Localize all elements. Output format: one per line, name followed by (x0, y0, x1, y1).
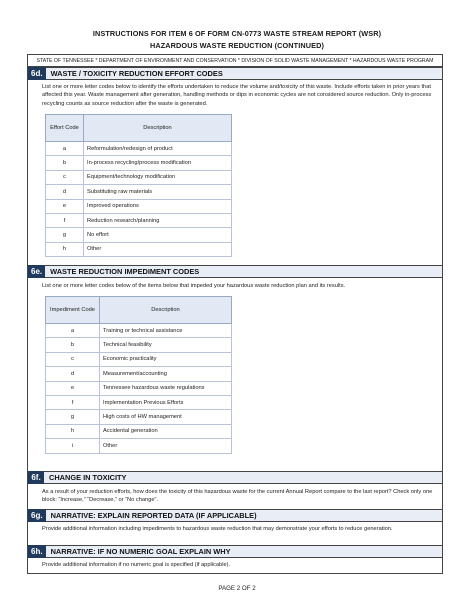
code-cell: i (46, 439, 100, 453)
code-cell: h (46, 424, 100, 438)
impediment-code-row (46, 352, 232, 366)
impediment-code-row (46, 381, 232, 395)
description-cell: Tennessee hazardous waste regulations (100, 381, 232, 395)
page-number: PAGE 2 OF 2 (218, 585, 256, 592)
section-6d-number: 6d. (28, 67, 46, 80)
description-cell: Economic practicality (100, 352, 232, 366)
description-cell: High costs of HW management (100, 410, 232, 424)
section-6e-header (28, 265, 442, 278)
section-6h-text: Provide additional information if no numeric goal is specified (if applicable). (42, 562, 231, 568)
code-cell: c (46, 170, 84, 184)
effort-code-row (46, 228, 232, 242)
effort-code-row (46, 185, 232, 199)
code-cell: a (46, 324, 100, 338)
description-cell: Accidental generation (100, 424, 232, 438)
code-cell: e (46, 199, 84, 213)
description-cell: Reduction research/planning (84, 213, 232, 227)
impediment-code-row (46, 410, 232, 424)
effort-code-row (46, 213, 232, 227)
impediment-code-row (46, 338, 232, 352)
effort-code-row (46, 199, 232, 213)
code-cell: a (46, 142, 84, 156)
section-6g-title: NARRATIVE: EXPLAIN REPORTED DATA (IF APPLICABLE) (50, 511, 257, 520)
description-cell: Improved operations (84, 199, 232, 213)
impediment-codes-table (45, 296, 232, 454)
effort-code-row (46, 142, 232, 156)
description-cell: Technical feasibility (100, 338, 232, 352)
impediment-code-row (46, 439, 232, 453)
section-6h-number: 6h. (28, 545, 46, 558)
section-6f-text: As a result of your reduction efforts, how does the toxicity of this hazardous waste for the current Annual Report compare to the last report? Check only one block: “Increase,” “Decrease,” or “No change”. (42, 489, 433, 504)
code-cell: c (46, 352, 100, 366)
impediment-description-header: Description (100, 297, 232, 324)
section-6e-text: List one or more letter codes below of the items below that impeded your hazardous waste reduction plan and its results. (42, 283, 346, 289)
effort-code-row (46, 170, 232, 184)
description-cell: Implementation Previous Efforts (100, 395, 232, 409)
description-cell: Measurement/accounting (100, 367, 232, 381)
description-cell: Reformulation/redesign of product (84, 142, 232, 156)
description-cell: Training or technical assistance (100, 324, 232, 338)
section-6d-text: List one or more letter codes below to identify the efforts undertaken to reduce the volume and/toxicity of this waste. Include efforts taken in prior years that affected this year. Waste management after generation, handling methods or dips in economic cycles are not considered source reduction. Only in-process recycling counts as source reduction after the waste is generated. (42, 84, 432, 107)
section-6f-header (28, 471, 442, 484)
section-6d-header (28, 67, 442, 80)
section-6e-number: 6e. (28, 265, 45, 278)
effort-codes-table (45, 114, 232, 257)
impediment-code-row (46, 324, 232, 338)
section-6g-text: Provide additional information including impediments to hazardous waste reduction that may demonstrate your efforts to reduce generation. (42, 526, 393, 532)
form-title: INSTRUCTIONS FOR ITEM 6 OF FORM CN-0773 WASTE STREAM REPORT (WSR) (92, 29, 382, 38)
description-cell: Other (100, 439, 232, 453)
agency-line: STATE OF TENNESSEE * DEPARTMENT OF ENVIRONMENT AND CONSERVATION * DIVISION OF SOLID WASTE MANAGEMENT * HAZARDOUS WASTE PROGRAM (28, 55, 442, 67)
form-subtitle: HAZARDOUS WASTE REDUCTION (CONTINUED) (150, 41, 324, 50)
form-frame (27, 54, 443, 574)
code-cell: f (46, 213, 84, 227)
section-6d-title: WASTE / TOXICITY REDUCTION EFFORT CODES (50, 69, 223, 78)
description-cell: Other (84, 242, 232, 256)
section-6g-number: 6g. (28, 509, 46, 522)
section-6g-header (28, 509, 442, 522)
impediment-code-row (46, 424, 232, 438)
code-cell: d (46, 367, 100, 381)
description-cell: In-process recycling/process modification (84, 156, 232, 170)
code-cell: h (46, 242, 84, 256)
code-cell: d (46, 185, 84, 199)
code-cell: g (46, 228, 84, 242)
section-6h-title: NARRATIVE: IF NO NUMERIC GOAL EXPLAIN WHY (50, 547, 231, 556)
effort-description-header: Description (84, 115, 232, 142)
section-6e-title: WASTE REDUCTION IMPEDIMENT CODES (50, 267, 200, 276)
description-cell: Equipment/technology modification (84, 170, 232, 184)
code-cell: g (46, 410, 100, 424)
code-cell: e (46, 381, 100, 395)
code-cell: b (46, 338, 100, 352)
code-cell: f (46, 395, 100, 409)
effort-code-row (46, 156, 232, 170)
impediment-code-row (46, 395, 232, 409)
effort-code-row (46, 242, 232, 256)
section-6f-title: CHANGE IN TOXICITY (49, 473, 127, 482)
code-cell: b (46, 156, 84, 170)
section-6f-number: 6f. (28, 471, 44, 484)
description-cell: No effort (84, 228, 232, 242)
impediment-code-header: Impediment Code (46, 297, 100, 324)
effort-code-header: Effort Code (46, 115, 84, 142)
section-6h-header (28, 545, 442, 558)
impediment-code-row (46, 367, 232, 381)
description-cell: Substituting raw materials (84, 185, 232, 199)
